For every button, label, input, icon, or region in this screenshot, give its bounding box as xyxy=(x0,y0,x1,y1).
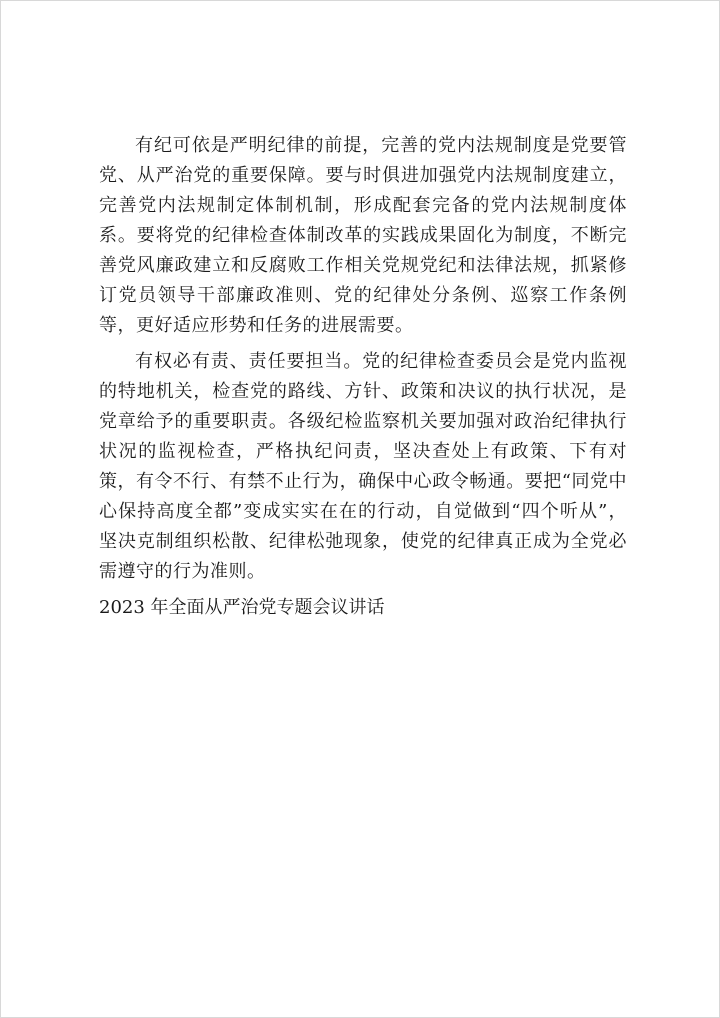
paragraph-1: 有纪可依是严明纪律的前提，完善的党内法规制度是党要管党、从严治党的重要保障。要与时俱进加强党内法规制度建立，完善党内法规制定体制机制，形成配套完备的党内法规制度体系。要将党的纪律检查体制改革的实践成果固化为制度，不断完善党风廉政建立和反腐败工作相关党规党纪和法律法规，抓紧修订党员领导干部廉政准则、党的纪律处分条例、巡察工作条例等，更好适应形势和任务的进展需要。 xyxy=(99,135,627,336)
paragraph-2: 有权必有责、责任要担当。党的纪律检查委员会是党内监视的特地机关，检查党的路线、方针、政策和决议的执行状况，是党章给予的重要职责。各级纪检监察机关要加强对政治纪律执行状况的监视检查，严格执纪问责，坚决查处上有政策、下有对策，有令不行、有禁不止行为，确保中心政令畅通。要把“同党中心保持高度全都”变成实实在在的行动，自觉做到“四个听从”，坚决克制组织松散、纪律松弛现象，使党的纪律真正成为全党必需遵守的行为准则。 xyxy=(99,351,627,582)
document-title-line: 2023 年全面从严治党专题会议讲话 xyxy=(99,597,385,618)
document-body xyxy=(99,131,627,623)
